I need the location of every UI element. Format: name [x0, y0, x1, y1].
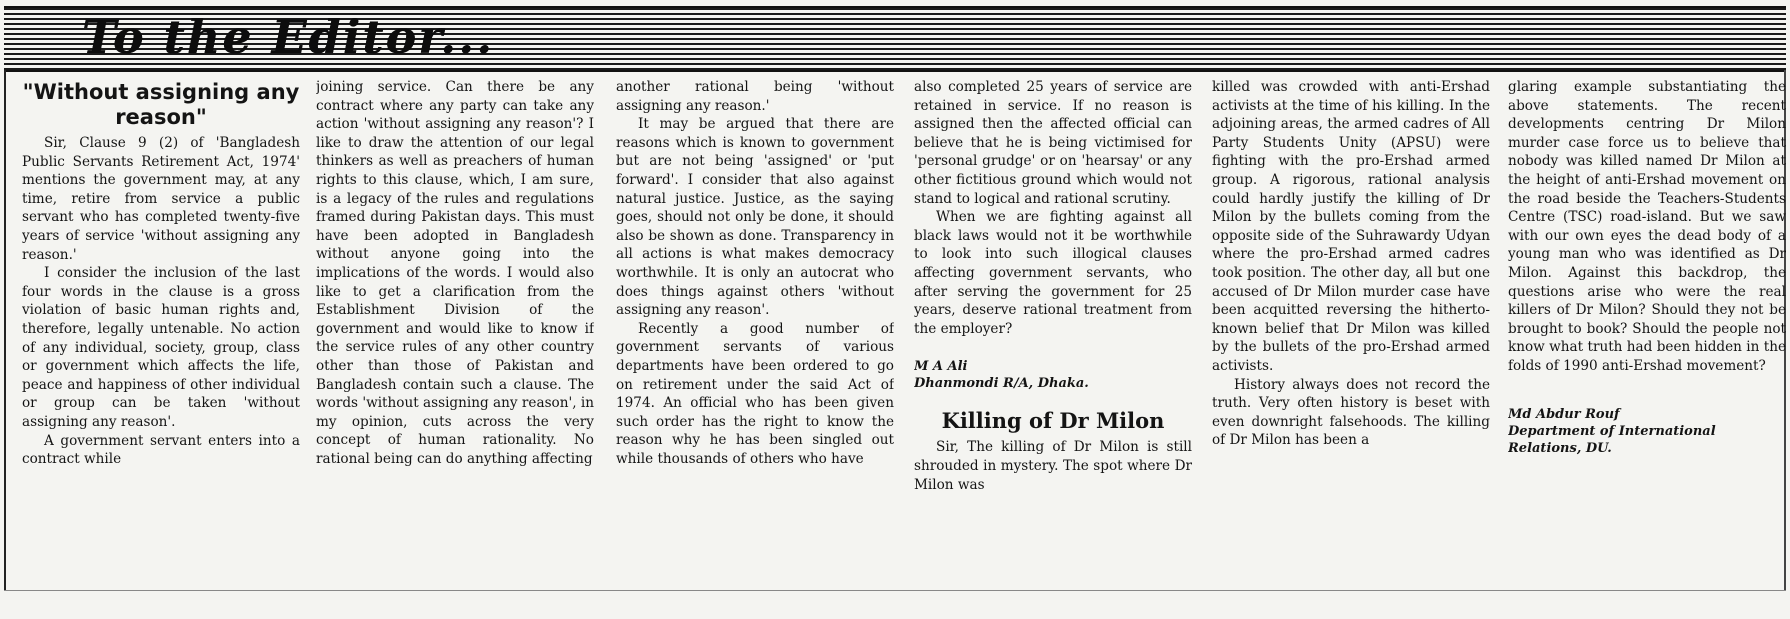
column-3	[616, 78, 894, 588]
paragraph: Sir, Clause 9 (2) of 'Bangladesh Public Servants Retirement Act, 1974' mentions the government may, at any time, retire from service a public servant who has completed twenty-five years of service 'without assigning any reason.'	[22, 135, 300, 263]
paragraph: Recently a good number of government servants of various departments have been ordered to go on retirement under the said Act of 1974. An official who has been given such order has the right to know the reason why he has been singled out while thousands of others who have	[616, 320, 894, 467]
column-6	[1508, 78, 1786, 588]
section-masthead	[4, 6, 1786, 72]
section-title: To the Editor...	[82, 10, 495, 64]
letter2-signature-dept: Department of International Relations, DU.	[1508, 423, 1716, 456]
frame-bottom-rule	[4, 590, 1786, 591]
column-2	[316, 78, 594, 588]
paragraph: When we are fighting against all black laws would not it be worthwhile to look into such illogical clauses affecting government servants, who after serving the government for 25 years, deserve rational treatment from the employer?	[914, 209, 1192, 337]
paragraph: A government servant enters into a contract while	[22, 432, 300, 468]
letter2-heading: Killing of Dr Milon	[941, 408, 1165, 434]
letter2-signature-name: Md Abdur Rouf	[1508, 406, 1620, 422]
letter1-signature-name: M A Ali	[914, 359, 968, 375]
column-4	[914, 78, 1192, 588]
paragraph: killed was crowded with anti-Ershad activists at the time of his killing. In the adjoining areas, the armed cadres of All Party Students Unity (APSU) were fighting with the pro-Ershad armed group. A rigorous, rational analysis could hardly justify the killing of Dr Milon by the bullets coming from the opposite side of the Suhrawardy Udyan where the pro-Ershad armed cadres took position. The other day, all but one accused of Dr Milon murder case have been acquitted reversing the hitherto-known belief that Dr Milon was killed by the bullets of the pro-Ershad armed activists.	[1212, 79, 1490, 374]
paragraph: Sir, The killing of Dr Milon is still shrouded in mystery. The spot where Dr Milon was	[914, 439, 1192, 493]
frame-left-rule	[4, 70, 6, 590]
column-1	[22, 78, 300, 588]
paragraph: another rational being 'without assigning any reason.'	[616, 79, 894, 114]
letter1-signature-place: Dhanmondi R/A, Dhaka.	[914, 376, 1089, 392]
column-5	[1212, 78, 1490, 588]
paragraph: glaring example substantiating the above statements. The recent developments centring Dr Milon murder case force us to believe that nobody was killed named Dr Milon at the height of anti-Ershad movement on the road beside the Teachers-Students Centre (TSC) road-island. But we saw with our own eyes the dead body of a young man who was identified as Dr Milon. Against this backdrop, the questions arise who were the real killers of Dr Milon? Should they not be brought to book? Should the people not know what truth had been hidden in the folds of 1990 anti-Ershad movement?	[1508, 79, 1786, 374]
paragraph: It may be argued that there are reasons which is known to government but are not being 'assigned' or 'put forward'. I consider that also against natural justice. Justice, as the saying goes, should not only be done, it should also be shown as done. Transparency in all actions is what makes democracy worthwhile. It is only an autocrat who does things against others 'without assigning any reason'.	[616, 116, 894, 319]
letter1-heading: "Without assigning any reason"	[22, 80, 300, 129]
paragraph: History always does not record the truth. Very often history is beset with even downright falsehoods. The killing of Dr Milon has been a	[1212, 376, 1490, 449]
paragraph: also completed 25 years of service are retained in service. If no reason is assigned then the affected official can believe that he is being victimised for 'personal grudge' or on 'hearsay' or any other fictitious ground which would not stand to logical and rational scrutiny.	[914, 79, 1192, 207]
paragraph: I consider the inclusion of the last four words in the clause is a gross violation of basic human rights and, therefore, legally untenable. No action of any individual, society, group, class or government which affects the life, peace and happiness of other individual or group can be taken 'without assigning any reason'.	[22, 265, 300, 430]
paragraph: joining service. Can there be any contract where any party can take any action 'without assigning any reason'? I like to draw the attention of our legal thinkers as well as preachers of human rights to this clause, which, I am sure, is a legacy of the rules and regulations framed during Pakistan days. This must have been adopted in Bangladesh without anyone going into the implications of the words. I would also like to get a clarification from the Establishment Division of the government and would like to know if the service rules of any other country other than those of Pakistan and Bangladesh contain such a clause. The words 'without assigning any reason', in my opinion, cuts across the very concept of human rationality. No rational being can do anything affecting	[316, 79, 594, 467]
